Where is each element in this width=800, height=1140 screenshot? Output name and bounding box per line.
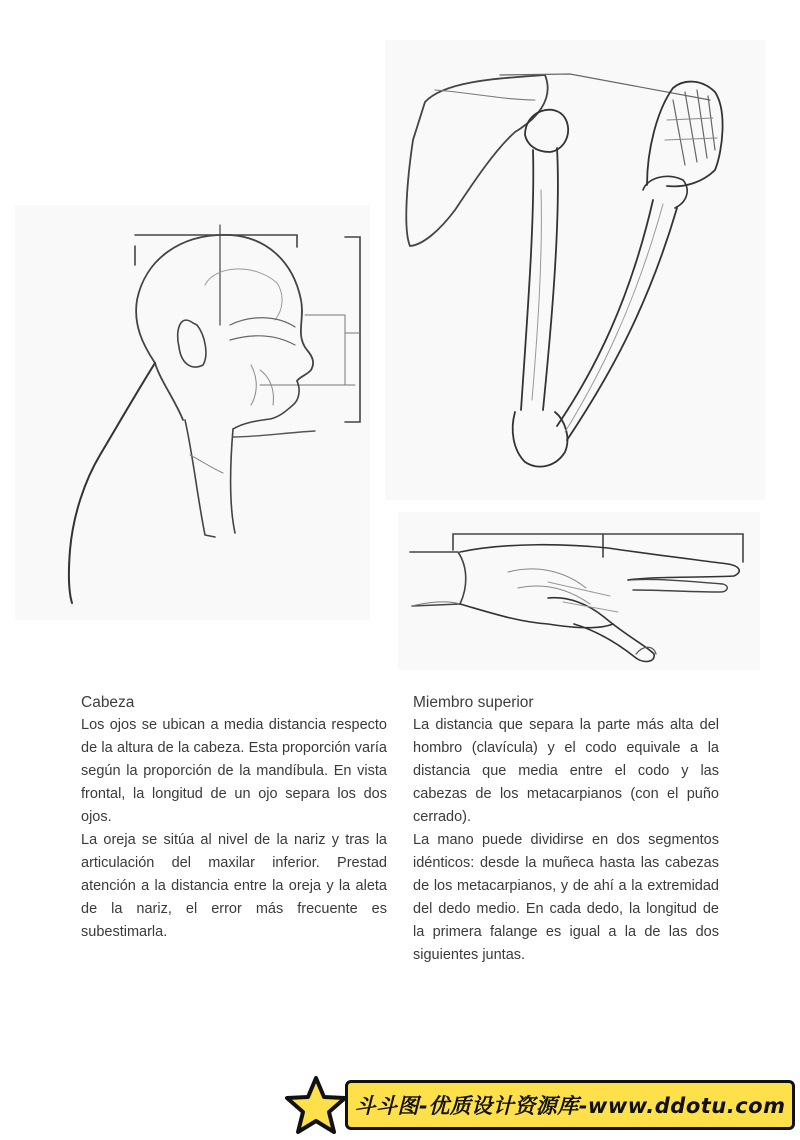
watermark-banner[interactable] <box>345 1080 795 1130</box>
head-paragraph-1: Los ojos se ubican a media distancia respecto de la altura de la cabeza. Esta proporción varía según la proporción de la mandíbula. En vista frontal, la longitud de un ojo separa los dos ojos. <box>81 717 387 825</box>
upper-limb-paragraph-1: La distancia que separa la parte más alta del hombro (clavícula) y el codo equivale a la distancia que media entre el codo y las cabezas de los metacarpianos (con el puño cerrado). <box>413 717 719 825</box>
head-section-title: Cabeza <box>81 694 135 711</box>
upper-limb-section <box>413 692 719 967</box>
hand-proportion-sketch <box>398 512 760 670</box>
upper-limb-section-title: Miembro superior <box>413 694 534 711</box>
star-icon <box>283 1075 349 1135</box>
watermark-text: 斗斗图-优质设计资源库-www.ddotu.com <box>354 1094 786 1118</box>
arm-skeleton-sketch <box>385 40 765 500</box>
head-profile-sketch <box>15 205 370 620</box>
upper-limb-paragraph-2: La mano puede dividirse en dos segmentos idénticos: desde la muñeca hasta las cabezas de los metacarpianos, y de ahí a la extremidad del dedo medio. En cada dedo, la longitud de la primera falange es igual a la de las dos siguientes juntas. <box>413 832 719 963</box>
head-section <box>81 692 387 944</box>
head-paragraph-2: La oreja se sitúa al nivel de la nariz y tras la articulación del maxilar inferior. Prestad atención a la distancia entre la oreja y la aleta de la nariz, el error más frecuente es subestimarla. <box>81 832 387 940</box>
